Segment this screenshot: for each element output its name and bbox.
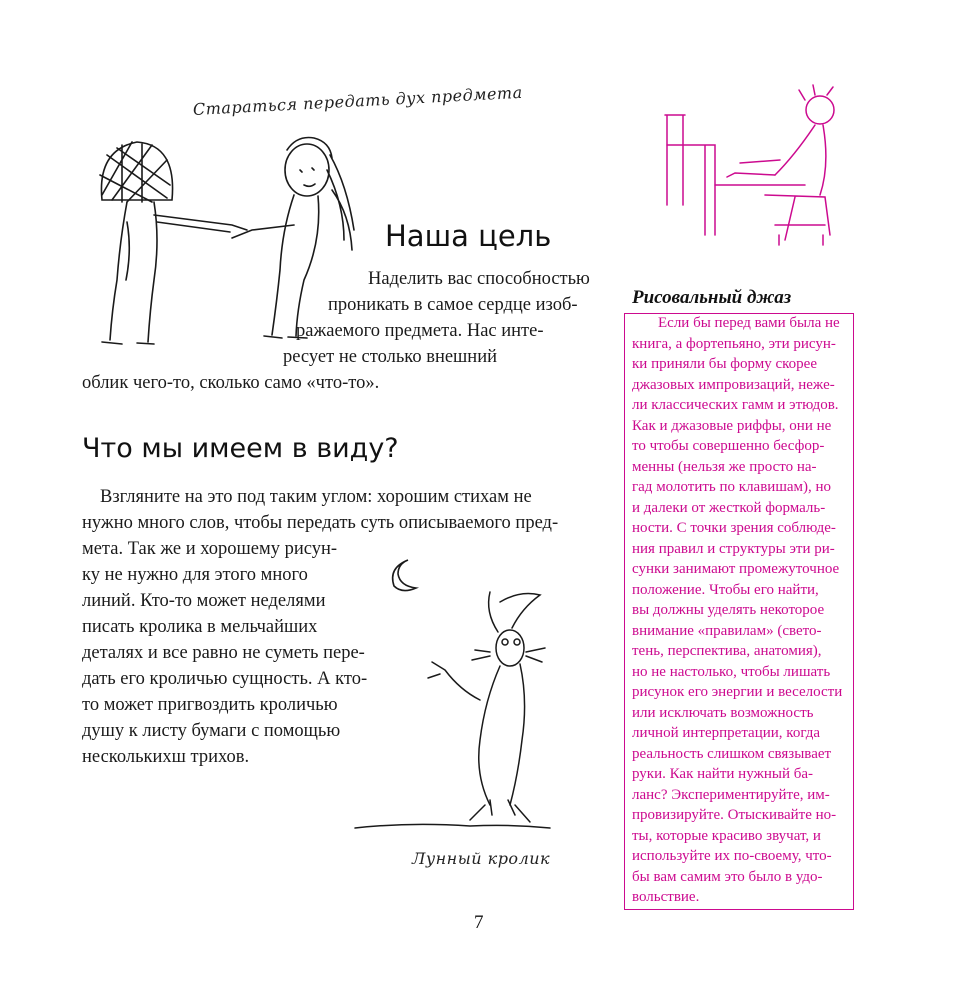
- sidebar-line: рисунок его энергии и веселости: [632, 684, 843, 700]
- sidebar-line: вы должны уделять некоторое: [632, 602, 825, 618]
- sidebar-line: гад молотить по клавишам), но: [632, 479, 832, 495]
- meaning-heading: Что мы имеем в виду?: [82, 433, 399, 464]
- sidebar-line: Если бы перед вами была не: [658, 315, 840, 331]
- sidebar-line: руки. Как найти нужный ба-: [632, 766, 814, 782]
- meaning-line: дать его кроличью сущность. А кто-: [82, 669, 368, 689]
- sidebar-line: ты, которые красиво звучат, и: [632, 827, 821, 844]
- rabbit-caption: Лунный кролик: [412, 849, 551, 868]
- sidebar-line: но не настолько, чтобы лишать: [632, 663, 831, 680]
- sidebar-line: книга, а фортепьяно, эти рисун-: [632, 335, 836, 352]
- meaning-line: Взгляните на это под таким углом: хорошим стихам не: [100, 487, 532, 507]
- moon-rabbit-illustration: [350, 590, 550, 840]
- sidebar-line: ки приняли бы форму скорее: [632, 356, 818, 372]
- meaning-line: линий. Кто-то может неделями: [82, 591, 326, 611]
- meaning-line: ку не нужно для этого много: [82, 565, 308, 585]
- goal-line: Наделить вас способностью: [368, 269, 590, 289]
- sidebar-line: и далеки от жесткой формаль-: [632, 499, 826, 516]
- sidebar-line: сунки занимают промежуточное: [632, 561, 840, 577]
- meaning-line: нужно много слов, чтобы передать суть описываемого пред-: [82, 513, 559, 533]
- sidebar-line: Как и джазовые риффы, они не: [632, 417, 832, 434]
- meaning-line: то может пригвоздить кроличью: [82, 695, 338, 715]
- sidebar-line: ланс? Экспериментируйте, им-: [632, 786, 830, 803]
- sidebar-line: тень, перспектива, анатомия),: [632, 643, 822, 659]
- sidebar-line: или исключать возможность: [632, 704, 814, 721]
- sidebar-line: реальность слишком связывает: [632, 745, 832, 762]
- sidebar-line: внимание «правилам» (свето-: [632, 622, 822, 639]
- sidebar-line: то чтобы совершенно бесфор-: [632, 438, 825, 454]
- meaning-line: несколькихш трихов.: [82, 747, 250, 767]
- sidebar-line: используйте их по-своему, что-: [632, 848, 832, 864]
- piano-player-illustration: [655, 85, 855, 255]
- page-number: 7: [474, 912, 484, 933]
- meaning-line: душу к листу бумаги с помощью: [82, 721, 341, 741]
- goal-line: ресует не столько внешний: [283, 347, 497, 367]
- top-illustration-caption: Стараться передать дух предмета: [192, 82, 524, 119]
- sidebar-line: личной интерпретации, когда: [632, 725, 821, 741]
- sidebar-line: менны (нельзя же просто на-: [632, 458, 817, 475]
- sidebar-line: джазовых импровизаций, нeже-: [632, 376, 835, 393]
- sidebar-line: вольствие.: [632, 889, 700, 905]
- goal-heading: Наша цель: [385, 219, 552, 253]
- sidebar-line: ности. С точки зрения соблюде-: [632, 520, 836, 536]
- goal-line: облик чего-то, сколько само «что-то».: [82, 373, 380, 393]
- goal-line: проникать в самое сердце изоб-: [328, 295, 578, 315]
- sidebar-line: положение. Чтобы его найти,: [632, 581, 819, 598]
- sidebar-line: бы вам самим это было в удо-: [632, 868, 823, 885]
- sidebar-line: ния правил и структуры эти ри-: [632, 540, 835, 557]
- sidebar-line: ли классических гамм и этюдов.: [632, 397, 839, 413]
- sidebar-line: провизируйте. Отыскивайте но-: [632, 807, 837, 823]
- sidebar-title: Рисовальный джаз: [632, 287, 792, 308]
- meaning-line: писать кролика в мельчайших: [82, 617, 318, 637]
- meaning-line: мета. Так же и хорошему рисун-: [82, 539, 338, 559]
- meaning-line: деталях и все равно не суметь пере-: [82, 643, 365, 663]
- goal-line: ражаемого предмета. Нас инте-: [296, 321, 544, 341]
